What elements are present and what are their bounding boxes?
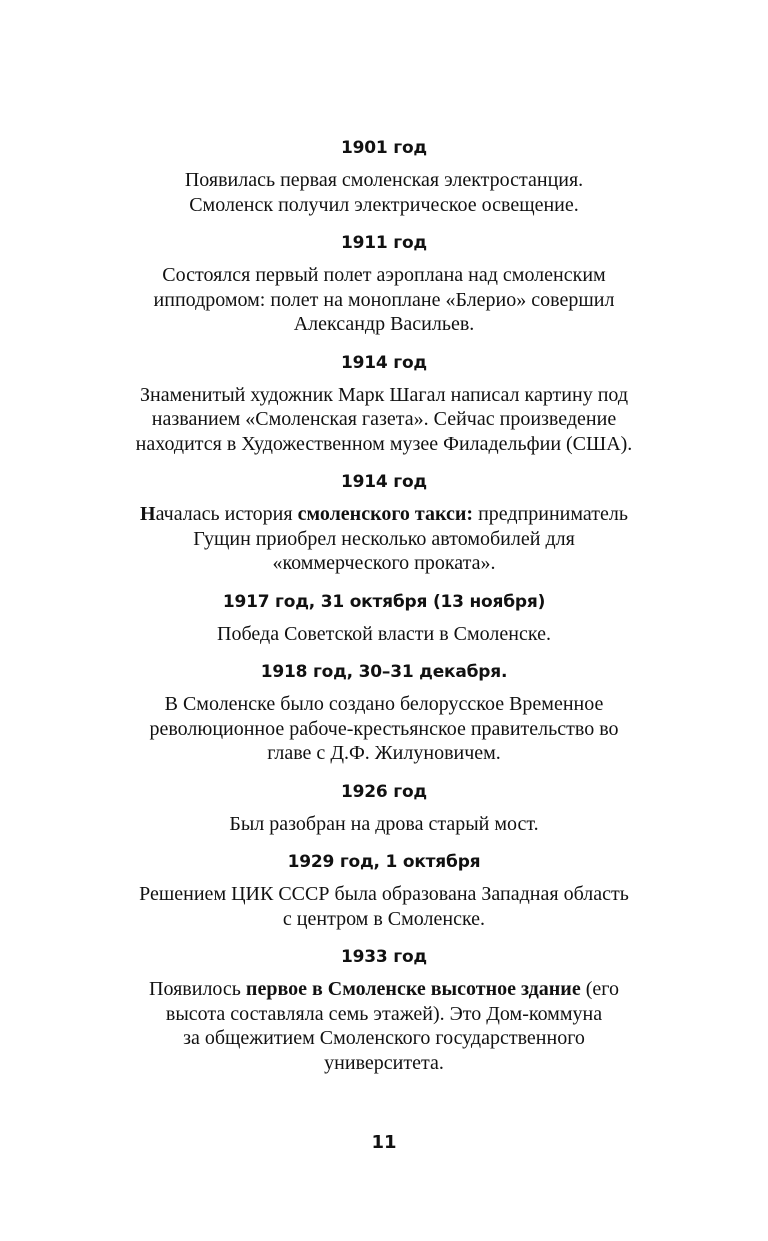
entry-date-heading: 1917 год, 31 октября (13 ноября)	[222, 591, 546, 612]
description-line	[80, 263, 688, 288]
text-segment: Знаменитый художник Марк Шагал написал картину под	[139, 383, 629, 406]
description-line	[80, 622, 688, 647]
text-segment: Появилось	[149, 978, 246, 1000]
entry-date-heading: 1911 год	[341, 233, 427, 253]
entry-description	[80, 622, 688, 647]
text-segment: Был разобран на дрова старый мост.	[229, 812, 539, 835]
text-segment: Решением ЦИК СССР была образована Западная область	[139, 883, 629, 905]
text-segment: названием «Смоленская газета». Сейчас произведение	[151, 408, 617, 430]
description-line	[80, 312, 688, 337]
description-line	[80, 1026, 688, 1051]
entry-description	[80, 383, 688, 457]
text-segment: Победа Советской власти в Смоленске.	[217, 622, 551, 645]
description-line	[80, 1002, 688, 1027]
timeline-entry	[80, 850, 688, 931]
timeline-entry	[80, 351, 688, 457]
description-line	[80, 717, 688, 742]
text-segment: Смоленск получил электрическое освещение.	[189, 193, 579, 216]
entry-description	[80, 977, 688, 1075]
description-line	[80, 407, 688, 432]
entry-date-heading: 1929 год, 1 октября	[287, 852, 481, 872]
timeline	[80, 136, 688, 1075]
entry-description	[80, 812, 688, 837]
entry-description	[80, 502, 688, 576]
description-line	[80, 527, 688, 552]
entry-date-heading: 1914 год	[341, 352, 427, 373]
description-line	[80, 168, 688, 193]
timeline-entry	[80, 136, 688, 217]
timeline-entry	[80, 945, 688, 1075]
text-segment: Александр Васильев.	[293, 313, 475, 335]
description-line	[80, 741, 688, 766]
description-line	[80, 1051, 688, 1076]
description-line	[80, 882, 688, 907]
emphasized-text: первое в Смоленске высотное здание	[245, 978, 581, 1000]
text-segment: Гущин приобрел несколько автомобилей для	[193, 527, 575, 550]
entry-description	[80, 692, 688, 766]
entry-date-heading: 1933 год	[341, 947, 427, 967]
text-segment: находится в Художественном музее Филадельфии (США).	[135, 432, 633, 455]
description-line	[80, 977, 688, 1002]
text-segment: предприниматель	[473, 503, 628, 525]
text-segment: высота составляла семь этажей). Это Дом-коммуна	[165, 1002, 603, 1025]
text-segment: ипподромом: полет на моноплане «Блерио» совершил	[153, 288, 615, 311]
description-line	[80, 692, 688, 717]
text-segment: революционное рабоче-крестьянское правительство во	[149, 717, 619, 740]
description-line	[80, 812, 688, 837]
description-line	[80, 551, 688, 576]
text-segment: Состоялся первый полет аэроплана над смоленским	[162, 264, 606, 286]
entry-date-heading: 1926 год	[341, 781, 427, 802]
text-segment: главе с Д.Ф. Жилуновичем.	[267, 742, 501, 764]
timeline-entry	[80, 470, 688, 576]
text-segment: «коммерческого проката».	[272, 552, 496, 574]
timeline-entry	[80, 590, 688, 647]
description-line	[80, 383, 688, 408]
description-line	[80, 907, 688, 932]
description-line	[80, 193, 688, 218]
description-line	[80, 288, 688, 313]
page-number: 11	[371, 1132, 397, 1153]
entry-description	[80, 882, 688, 931]
emphasized-text: Н	[140, 503, 156, 525]
timeline-entry	[80, 660, 688, 766]
text-segment: В Смоленске было создано белорусское Временное	[164, 693, 604, 715]
text-segment: университета.	[324, 1051, 444, 1074]
description-line	[80, 502, 688, 527]
entry-description	[80, 168, 688, 217]
entry-date-heading: 1901 год	[341, 138, 427, 158]
entry-description	[80, 263, 688, 337]
text-segment: с центром в Смоленске.	[282, 907, 486, 930]
text-segment: (его	[580, 978, 619, 1000]
entry-date-heading: 1918 год, 30–31 декабря.	[260, 662, 508, 682]
timeline-entry	[80, 231, 688, 337]
entry-date-heading: 1914 год	[341, 472, 427, 492]
timeline-entry	[80, 780, 688, 837]
text-segment: Появилась первая смоленская электростанция.	[184, 169, 584, 191]
text-segment: ачалась история	[155, 503, 298, 525]
description-line	[80, 432, 688, 457]
text-segment: за общежитием Смоленского государственного	[183, 1027, 585, 1049]
emphasized-text: смоленского такси:	[297, 503, 474, 525]
